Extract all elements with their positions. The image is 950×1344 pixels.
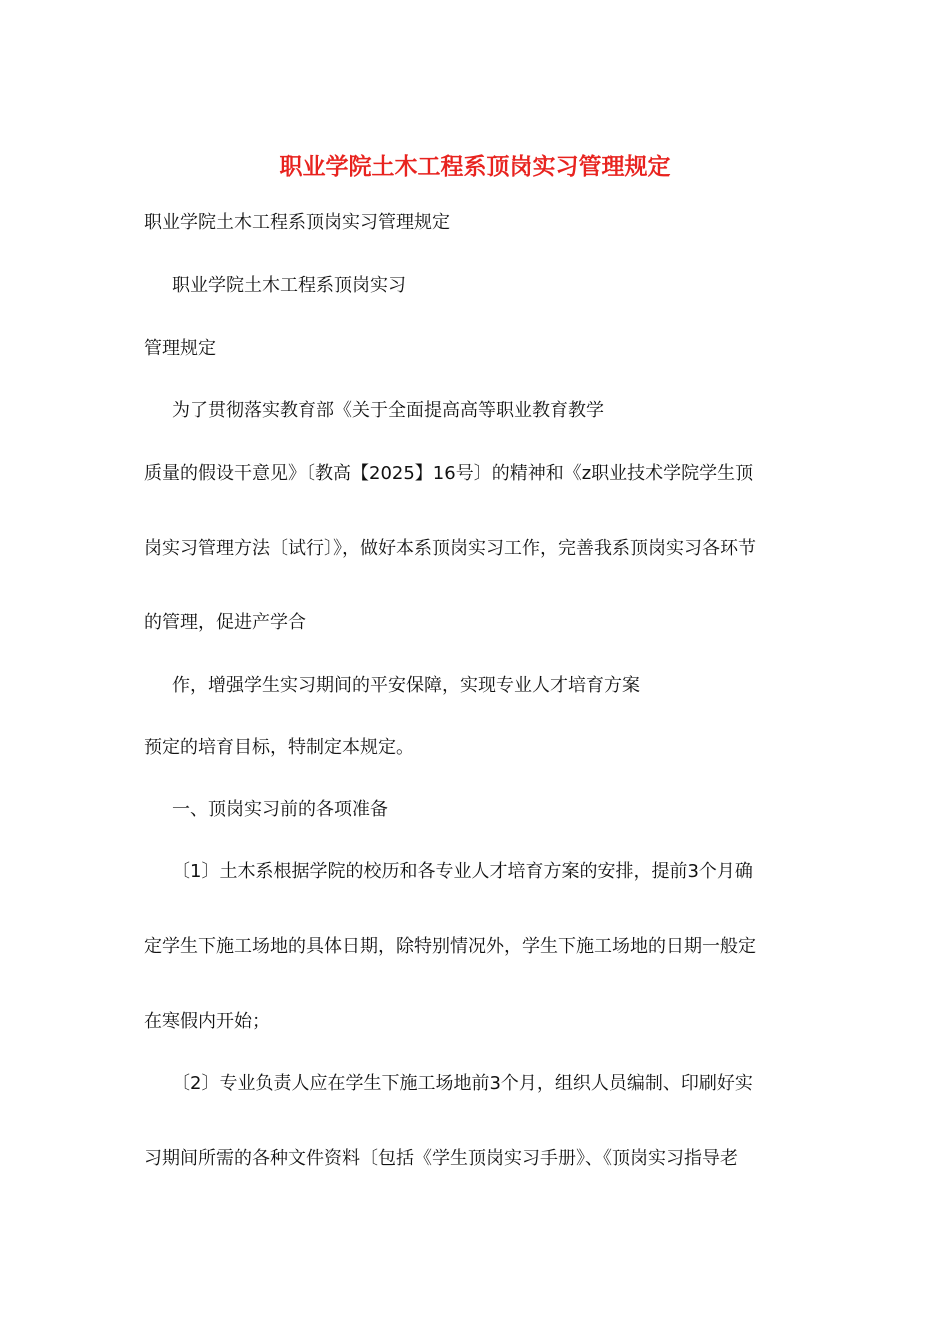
paragraph-line: 在寒假内开始； [144, 1011, 270, 1032]
paragraph-line: 习期间所需的各种文件资料〔包括《学生顶岗实习手册》、《顶岗实习指导老 [144, 1148, 738, 1169]
paragraph-line: 〔1〕土木系根据学院的校历和各专业人才培育方案的安排，提前3个月确 [172, 861, 753, 882]
paragraph-line: 定学生下施工场地的具体日期，除特别情况外，学生下施工场地的日期一般定 [144, 936, 756, 957]
paragraph-line: 岗实习管理方法〔试行〕》，做好本系顶岗实习工作，完善我系顶岗实习各环节 [144, 538, 756, 559]
subtitle-line: 职业学院土木工程系顶岗实习管理规定 [144, 212, 450, 233]
paragraph-line: 作，增强学生实习期间的平安保障，实现专业人才培育方案 [172, 675, 640, 696]
document-title: 职业学院土木工程系顶岗实习管理规定 [279, 153, 671, 180]
heading-line-2: 管理规定 [144, 338, 216, 359]
section-heading: 一、顶岗实习前的各项准备 [172, 799, 388, 820]
paragraph-line: 〔2〕专业负责人应在学生下施工场地前3个月，组织人员编制、印刷好实 [172, 1073, 753, 1094]
paragraph-line: 预定的培育目标，特制定本规定。 [144, 737, 414, 758]
paragraph-line: 质量的假设干意见》〔教高【2025】16号〕的精神和《z职业技术学院学生顶 [144, 463, 754, 484]
paragraph-line: 为了贯彻落实教育部《关于全面提高高等职业教育教学 [172, 400, 604, 421]
paragraph-line: 的管理，促进产学合 [144, 612, 306, 633]
heading-line-1: 职业学院土木工程系顶岗实习 [172, 275, 406, 296]
